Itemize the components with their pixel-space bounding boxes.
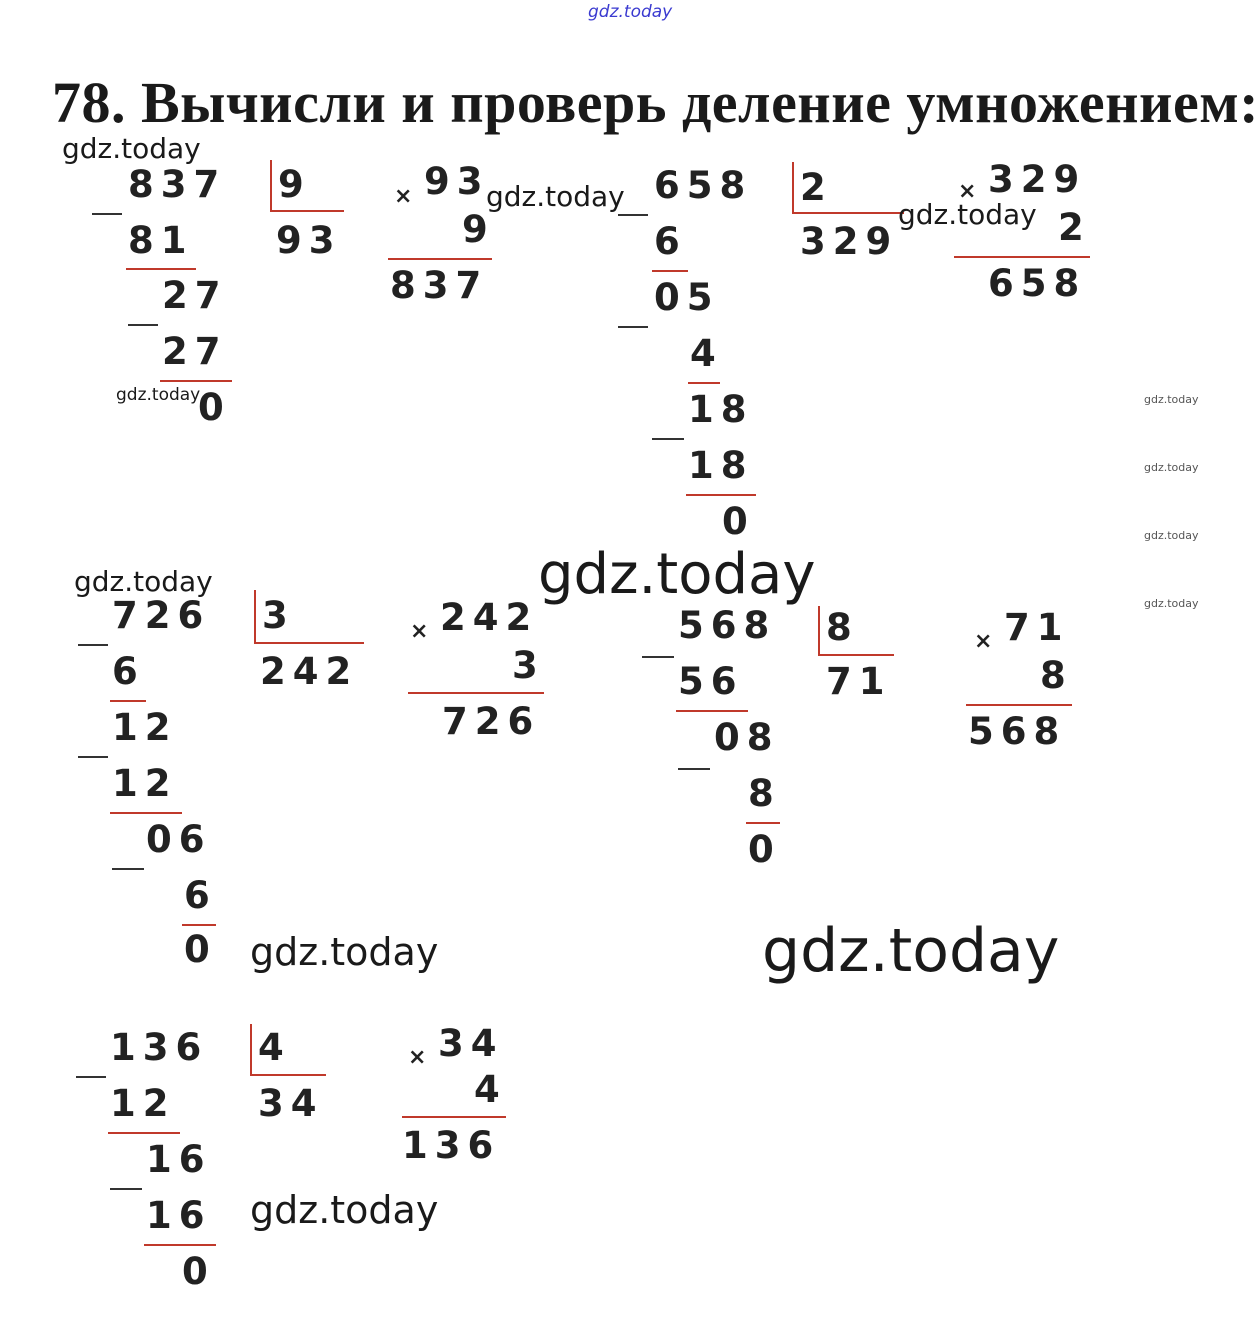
minus-sign <box>110 1188 142 1190</box>
underline <box>686 494 756 496</box>
underline <box>652 270 688 272</box>
minus-sign <box>642 656 674 658</box>
factor-2: 4 <box>474 1068 507 1111</box>
subtrahend: 6 <box>654 220 687 263</box>
remainder: 0 <box>198 386 231 429</box>
minus-sign <box>78 756 108 758</box>
watermark: gdz.today <box>250 1188 439 1232</box>
dividend: 837 <box>128 163 227 206</box>
minus-sign <box>76 1076 106 1078</box>
subtrahend: 81 <box>128 219 194 262</box>
multiply-sign: × <box>394 184 413 209</box>
product: 658 <box>988 262 1087 305</box>
subtrahend: 6 <box>112 650 145 693</box>
division-bracket <box>254 642 364 644</box>
multiply-sign: × <box>974 629 993 654</box>
watermark: gdz.today <box>1144 597 1199 610</box>
watermark-top: gdz.today <box>588 2 673 22</box>
factor-2: 9 <box>462 208 495 251</box>
watermark-large: gdz.today <box>762 916 1060 986</box>
page-title: 78. Вычисли и проверь деление умножением: <box>52 70 1260 135</box>
division-bracket <box>818 606 820 656</box>
watermark: gdz.today <box>1144 529 1199 542</box>
watermark-large: gdz.today <box>538 542 816 607</box>
divisor: 9 <box>278 163 311 206</box>
watermark: gdz.today <box>116 385 201 405</box>
quotient: 34 <box>258 1082 324 1125</box>
factor-1: 34 <box>438 1022 504 1065</box>
division-bracket <box>792 212 904 214</box>
minus-sign <box>128 324 158 326</box>
quotient: 93 <box>276 219 342 262</box>
subtrahend: 18 <box>688 444 754 487</box>
minus-sign <box>652 438 684 440</box>
underline <box>688 382 720 384</box>
division-bracket <box>270 160 272 212</box>
partial-dividend: 08 <box>714 716 780 759</box>
product: 726 <box>442 700 541 743</box>
product: 568 <box>968 710 1067 753</box>
dividend: 568 <box>678 604 777 647</box>
divisor: 4 <box>258 1026 291 1069</box>
minus-sign <box>112 868 144 870</box>
subtrahend: 12 <box>110 1082 176 1125</box>
minus-sign <box>92 213 122 215</box>
underline <box>126 268 196 270</box>
multiply-sign: × <box>408 1045 427 1070</box>
division-bracket <box>792 162 794 214</box>
factor-2: 8 <box>1040 654 1073 697</box>
underline <box>144 1244 216 1246</box>
partial-dividend: 18 <box>688 388 754 431</box>
product: 136 <box>402 1124 501 1167</box>
watermark: gdz.today <box>62 132 201 165</box>
underline <box>160 380 232 382</box>
multiplication-line <box>408 692 544 694</box>
subtrahend: 8 <box>748 772 781 815</box>
divisor: 2 <box>800 166 833 209</box>
subtrahend: 27 <box>162 330 228 373</box>
underline <box>110 812 182 814</box>
factor-1: 329 <box>988 158 1087 201</box>
partial-dividend: 05 <box>654 276 720 319</box>
watermark: gdz.today <box>486 180 625 213</box>
multiplication-line <box>954 256 1090 258</box>
factor-1: 93 <box>424 160 490 203</box>
dividend: 658 <box>654 164 753 207</box>
partial-dividend: 27 <box>162 274 228 317</box>
watermark: gdz.today <box>74 565 213 598</box>
division-bracket <box>254 590 256 644</box>
division-bracket <box>818 654 894 656</box>
remainder: 0 <box>748 828 781 871</box>
subtrahend: 16 <box>146 1194 212 1237</box>
remainder: 0 <box>182 1250 215 1293</box>
dividend: 726 <box>112 594 211 637</box>
partial-dividend: 06 <box>146 818 212 861</box>
subtrahend: 56 <box>678 660 744 703</box>
minus-sign <box>678 768 710 770</box>
multiplication-line <box>402 1116 506 1118</box>
remainder: 0 <box>722 500 755 543</box>
subtrahend: 6 <box>184 874 217 917</box>
underline <box>182 924 216 926</box>
watermark: gdz.today <box>1144 393 1199 406</box>
quotient: 242 <box>260 650 359 693</box>
division-bracket <box>270 210 344 212</box>
multiplication-line <box>388 258 492 260</box>
factor-2: 2 <box>1058 206 1091 249</box>
underline <box>676 710 748 712</box>
underline <box>108 1132 180 1134</box>
divisor: 3 <box>262 594 295 637</box>
multiply-sign: × <box>958 179 977 204</box>
quotient: 329 <box>800 220 899 263</box>
product: 837 <box>390 264 489 307</box>
partial-dividend: 16 <box>146 1138 212 1181</box>
underline <box>110 700 146 702</box>
dividend: 136 <box>110 1026 209 1069</box>
minus-sign <box>618 326 648 328</box>
subtrahend: 12 <box>112 762 178 805</box>
partial-dividend: 12 <box>112 706 178 749</box>
watermark: gdz.today <box>1144 461 1199 474</box>
division-bracket <box>250 1024 252 1076</box>
division-bracket <box>250 1074 326 1076</box>
factor-1: 71 <box>1004 606 1070 649</box>
multiplication-line <box>966 704 1072 706</box>
factor-2: 3 <box>512 644 545 687</box>
quotient: 71 <box>826 660 892 703</box>
remainder: 0 <box>184 928 217 971</box>
factor-1: 242 <box>440 596 539 639</box>
minus-sign <box>618 214 648 216</box>
divisor: 8 <box>826 606 859 649</box>
multiply-sign: × <box>410 619 429 644</box>
watermark: gdz.today <box>898 198 1037 231</box>
subtrahend: 4 <box>690 332 723 375</box>
underline <box>746 822 780 824</box>
minus-sign <box>78 644 108 646</box>
watermark: gdz.today <box>250 930 439 974</box>
